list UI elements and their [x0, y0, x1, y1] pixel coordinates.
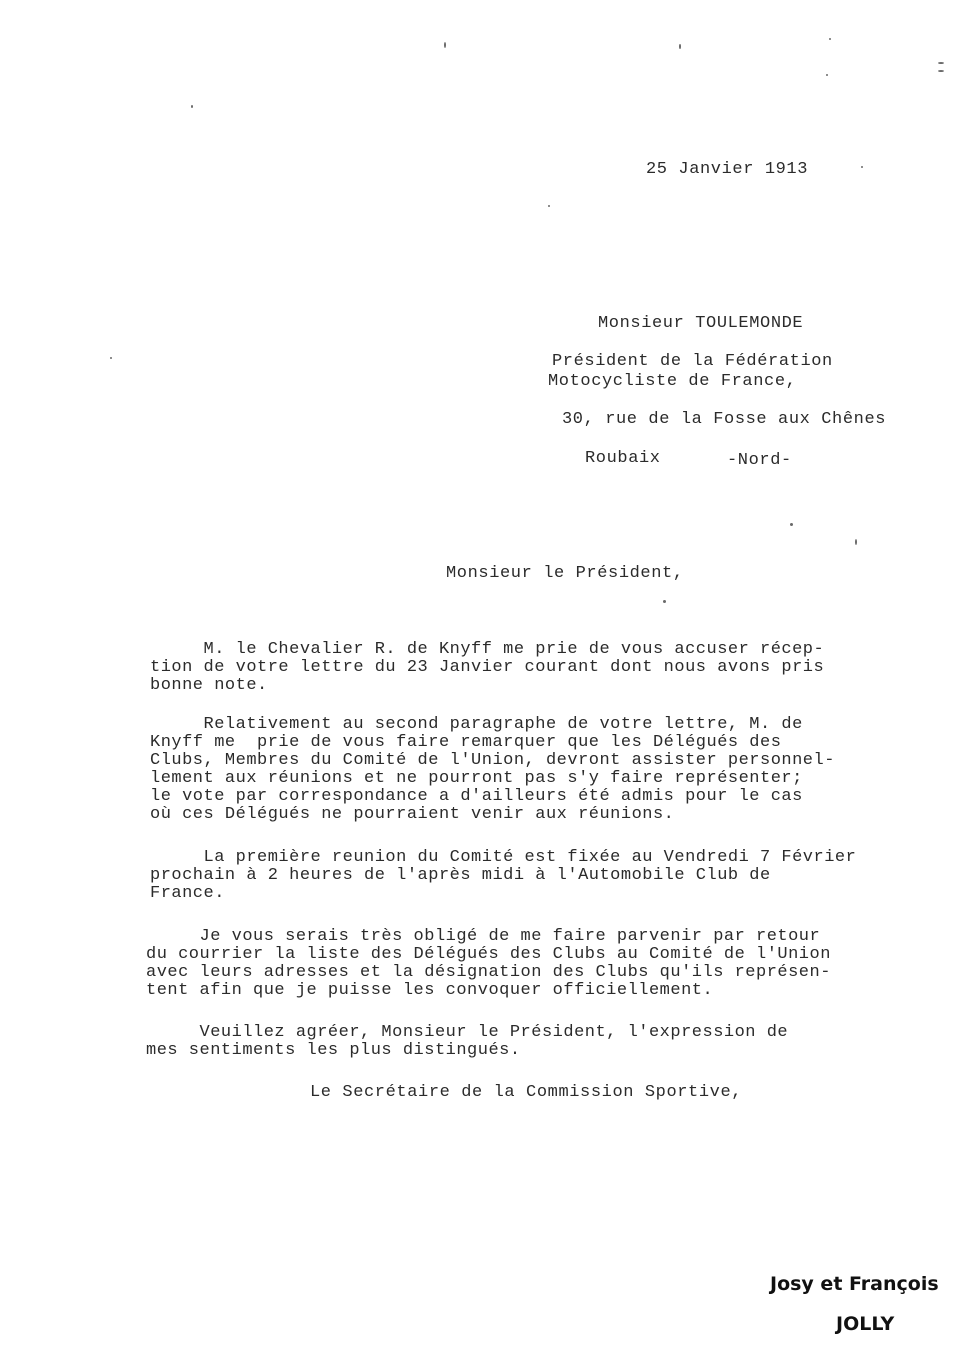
paragraph-line: Clubs, Membres du Comité de l'Union, devront assister personnel- [150, 751, 835, 770]
scan-speck [548, 205, 550, 207]
salutation: Monsieur le Président, [446, 564, 684, 583]
recipient-address: 30, rue de la Fosse aux Chênes [562, 410, 887, 429]
paragraph-line: bonne note. [150, 676, 268, 695]
paragraph-line: Je vous serais très obligé de me faire parvenir par retour [146, 927, 821, 946]
scan-speck [110, 357, 112, 359]
footer-credit-surname: JOLLY [836, 1313, 895, 1335]
paragraph-4 [146, 928, 831, 1000]
scan-speck [826, 74, 828, 76]
footer-credit-names: Josy et François [770, 1273, 939, 1295]
paragraph-line: La première reunion du Comité est fixée au Vendredi 7 Février [150, 848, 857, 867]
recipient-city: Roubaix [585, 449, 661, 468]
scan-speck [663, 600, 666, 603]
letter-date: 25 Janvier 1913 [646, 160, 809, 179]
signature: Le Secrétaire de la Commission Sportive, [310, 1083, 743, 1102]
recipient-title-line1: Président de la Fédération [552, 352, 833, 371]
scan-speck [679, 44, 681, 49]
paragraph-1 [150, 641, 824, 695]
paragraph-5 [146, 1024, 788, 1060]
paragraph-line: M. le Chevalier R. de Knyff me prie de vous accuser récep- [150, 640, 825, 659]
paragraph-line: le vote par correspondance a d'ailleurs été admis pour le cas [150, 787, 803, 806]
paragraph-line: Relativement au second paragraphe de votre lettre, M. de [150, 715, 803, 734]
paragraph-line: France. [150, 884, 225, 903]
paragraph-2 [150, 716, 835, 824]
scan-speck [444, 42, 446, 48]
paragraph-line: où ces Délégués ne pourraient venir aux réunions. [150, 805, 675, 824]
paragraph-3 [150, 849, 856, 903]
scan-speck [938, 62, 944, 64]
scan-speck [861, 166, 863, 168]
scan-speck [829, 38, 831, 40]
paragraph-line: du courrier la liste des Délégués des Clubs au Comité de l'Union [146, 945, 831, 964]
paragraph-line: Knyff me prie de vous faire remarquer que les Délégués des [150, 733, 782, 752]
recipient-region: -Nord- [727, 451, 792, 470]
paragraph-line: Veuillez agréer, Monsieur le Président, l'expression de [146, 1023, 789, 1042]
scan-speck [855, 539, 857, 545]
recipient-name: Monsieur TOULEMONDE [598, 314, 804, 333]
paragraph-line: tion de votre lettre du 23 Janvier courant dont nous avons pris [150, 658, 825, 677]
paragraph-line: lement aux réunions et ne pourront pas s'y faire représenter; [150, 769, 803, 788]
scan-speck [938, 70, 944, 72]
recipient-title-line2: Motocycliste de France, [548, 372, 797, 391]
paragraph-line: tent afin que je puisse les convoquer officiellement. [146, 981, 714, 1000]
scan-speck [191, 105, 193, 108]
paragraph-line: mes sentiments les plus distingués. [146, 1041, 521, 1060]
paragraph-line: prochain à 2 heures de l'après midi à l'Automobile Club de [150, 866, 771, 885]
scan-speck [790, 523, 793, 526]
paragraph-line: avec leurs adresses et la désignation des Clubs qu'ils représen- [146, 963, 831, 982]
